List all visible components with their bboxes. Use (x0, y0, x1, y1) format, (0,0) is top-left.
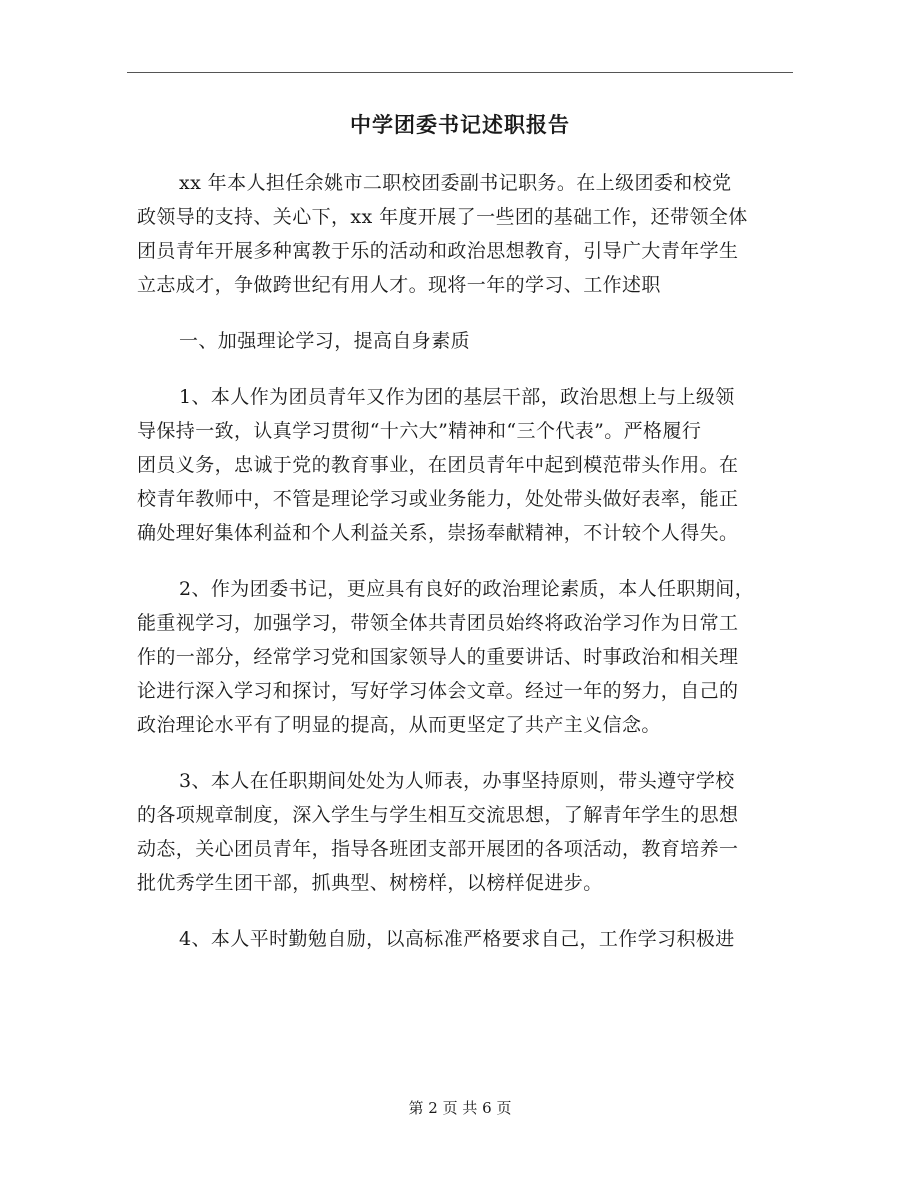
text-line: 政治理论水平有了明显的提高，从而更坚定了共产主义信念。 (137, 714, 661, 736)
text-line: 团员义务，忠诚于党的教育事业，在团员青年中起到模范带头作用。在 (137, 454, 739, 476)
section-heading (137, 324, 801, 358)
text-line: 3、本人在任职期间处处为人师表，办事坚持原则，带头遵守学校 (179, 770, 735, 792)
document-title: 中学团委书记述职报告 (350, 112, 570, 137)
document-body (137, 166, 801, 956)
paragraph (137, 922, 801, 956)
text-line: 校青年教师中，不管是理论学习或业务能力，处处带头做好表率，能正 (137, 488, 739, 510)
text-line: 导保持一致，认真学习贯彻“十六大”精神和“三个代表”。严格履行 (137, 420, 702, 442)
text-line: 能重视学习，加强学习，带领全体共青团员始终将政治学习作为日常工 (137, 612, 739, 634)
text-line: 立志成才，争做跨世纪有用人才。现将一年的学习、工作述职 (137, 274, 661, 296)
text-line: 一、加强理论学习，提高自身素质 (179, 330, 471, 352)
text-line: 批优秀学生团干部，抓典型、树榜样，以榜样促进步。 (137, 872, 603, 894)
paragraph (137, 380, 801, 550)
text-line: 1、本人作为团员青年又作为团的基层干部，政治思想上与上级领 (179, 386, 735, 408)
text-line: 政领导的支持、关心下，xx 年度开展了一些团的基础工作，还带领全体 (137, 206, 748, 228)
text-line: 确处理好集体利益和个人利益关系，崇扬奉献精神，不计较个人得失。 (137, 522, 739, 544)
text-line: 的各项规章制度，深入学生与学生相互交流思想，了解青年学生的思想 (137, 804, 739, 826)
paragraph (137, 166, 801, 302)
text-line: 团员青年开展多种寓教于乐的活动和政治思想教育，引导广大青年学生 (137, 240, 739, 262)
text-line: 作的一部分，经常学习党和国家领导人的重要讲话、时事政治和相关理 (137, 646, 739, 668)
text-line: 4、本人平时勤勉自励，以高标准严格要求自己，工作学习积极进 (179, 928, 735, 950)
paragraph (137, 572, 801, 742)
paragraph (137, 764, 801, 900)
text-line: 动态，关心团员青年，指导各班团支部开展团的各项活动，教育培养一 (137, 838, 739, 860)
text-line: 论进行深入学习和探讨，写好学习体会文章。经过一年的努力，自己的 (137, 680, 739, 702)
text-line: xx 年本人担任余姚市二职校团委副书记职务。在上级团委和校党 (179, 172, 732, 194)
text-line: 2、作为团委书记，更应具有良好的政治理论素质，本人任职期间， (179, 578, 755, 600)
header-rule (127, 72, 793, 73)
page-number: 第 2 页 共 6 页 (408, 1099, 512, 1117)
